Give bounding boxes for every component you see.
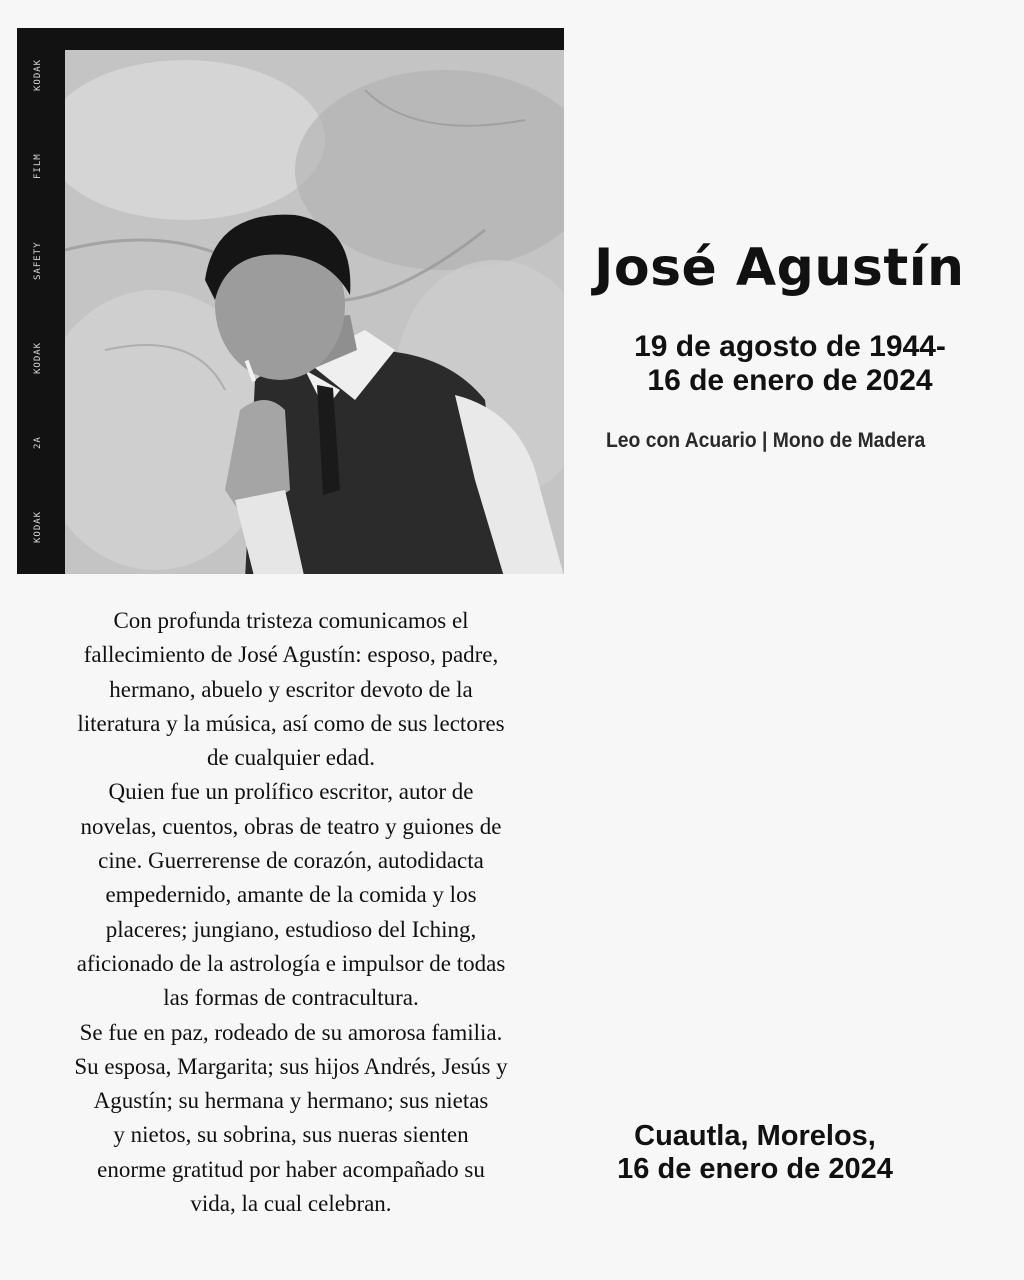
film-mark: SAFETY <box>33 241 43 280</box>
text-line: enorme gratitud por haber acompañado su <box>97 1156 485 1182</box>
text-line: fallecimiento de José Agustín: esposo, padre, <box>83 642 499 668</box>
text-line: Agustín; su hermana y hermano; sus nietas <box>93 1088 489 1114</box>
text-line: Su esposa, Margarita; sus hijos Andrés, Jesús y <box>74 1053 508 1079</box>
place-and-date <box>575 1120 935 1186</box>
text-line: placeres; jungiano, estudioso del Iching, <box>105 916 477 942</box>
text-line: Se fue en paz, rodeado de su amorosa familia. <box>79 1019 503 1045</box>
text-line: aficionado de la astrología e impulsor de todas <box>76 950 506 976</box>
film-edge-marks <box>25 28 51 574</box>
text-line: las formas de contracultura. <box>163 985 419 1011</box>
text-line: y nietos, su sobrina, sus nueras sienten <box>113 1122 469 1148</box>
portrait-illustration <box>65 50 564 574</box>
life-dates <box>580 330 1000 398</box>
place-line: Cuautla, Morelos, <box>634 1120 876 1152</box>
astrology-signs: Leo con Acuario | Mono de Madera <box>606 429 926 452</box>
portrait-photo <box>65 50 564 574</box>
text-line: de cualquier edad. <box>207 745 375 771</box>
text-line: novelas, cuentos, obras de teatro y guiones de <box>80 813 502 839</box>
text-line: empedernido, amante de la comida y los <box>105 882 477 908</box>
film-mark: KODAK <box>33 59 43 92</box>
portrait-photo-frame <box>17 28 564 574</box>
film-mark: KODAK <box>33 510 43 543</box>
death-date: 16 de enero de 2024 <box>647 364 933 397</box>
obituary-text <box>30 604 552 1221</box>
birth-date: 19 de agosto de 1944- <box>634 330 946 363</box>
text-line: Quien fue un prolífico escritor, autor de <box>108 779 474 805</box>
place-date-line: 16 de enero de 2024 <box>617 1153 893 1185</box>
text-line: cine. Guerrerense de corazón, autodidacta <box>98 848 484 874</box>
deceased-name: José Agustín <box>594 238 965 298</box>
text-line: Con profunda tristeza comunicamos el <box>113 608 469 633</box>
film-mark: 2A <box>33 435 43 449</box>
film-mark: KODAK <box>33 341 43 374</box>
text-line: hermano, abuelo y escritor devoto de la <box>109 676 473 702</box>
text-line: vida, la cual celebran. <box>190 1191 392 1217</box>
film-mark: FILM <box>33 153 43 179</box>
text-line: literatura y la música, así como de sus lectores <box>77 710 505 736</box>
